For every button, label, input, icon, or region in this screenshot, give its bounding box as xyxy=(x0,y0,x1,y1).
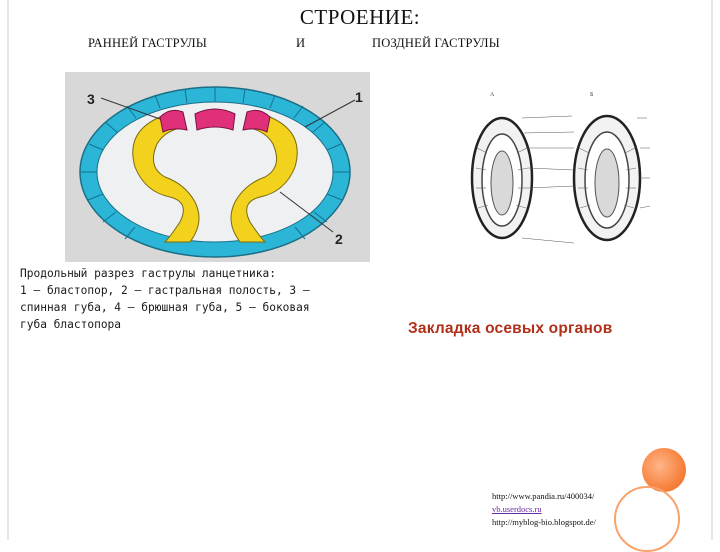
panel-label-a: А xyxy=(490,92,495,98)
right-frame-line xyxy=(711,0,713,540)
label-3: 3 xyxy=(87,91,95,107)
axial-organs-caption: Закладка осевых органов xyxy=(408,320,613,337)
decorative-orange-ring xyxy=(614,486,680,552)
subtitle-early-gastrula: РАННЕЙ ГАСТРУЛЫ xyxy=(88,36,207,50)
label-1: 1 xyxy=(355,89,363,105)
caption-line: спинная губа, 4 — брюшная губа, 5 — боковая xyxy=(20,301,310,314)
subtitle-conjunction: И xyxy=(296,36,306,50)
early-gastrula-caption xyxy=(20,265,350,333)
panel-label-b: Б xyxy=(590,92,594,98)
caption-line: губа бластопора xyxy=(20,318,122,331)
early-gastrula-diagram xyxy=(65,72,370,262)
caption-line: 1 — бластопор, 2 — гастральная полость, 3 — xyxy=(20,284,310,297)
source-link[interactable]: http://www.pandia.ru/400034/ xyxy=(492,491,595,501)
caption-line: Продольный разрез гаструлы ланцетника: xyxy=(20,267,276,280)
source-link[interactable]: vb.userdocs.ru xyxy=(492,504,542,514)
source-link[interactable]: http://myblog-bio.blogspot.de/ xyxy=(492,517,596,527)
late-gastrula-diagram xyxy=(462,88,658,260)
source-links xyxy=(492,490,596,529)
subtitle-late-gastrula: ПОЗДНЕЙ ГАСТРУЛЫ xyxy=(372,36,500,50)
slide-title: СТРОЕНИЕ: xyxy=(299,5,421,29)
left-frame-line xyxy=(7,0,9,540)
label-2: 2 xyxy=(335,231,343,247)
